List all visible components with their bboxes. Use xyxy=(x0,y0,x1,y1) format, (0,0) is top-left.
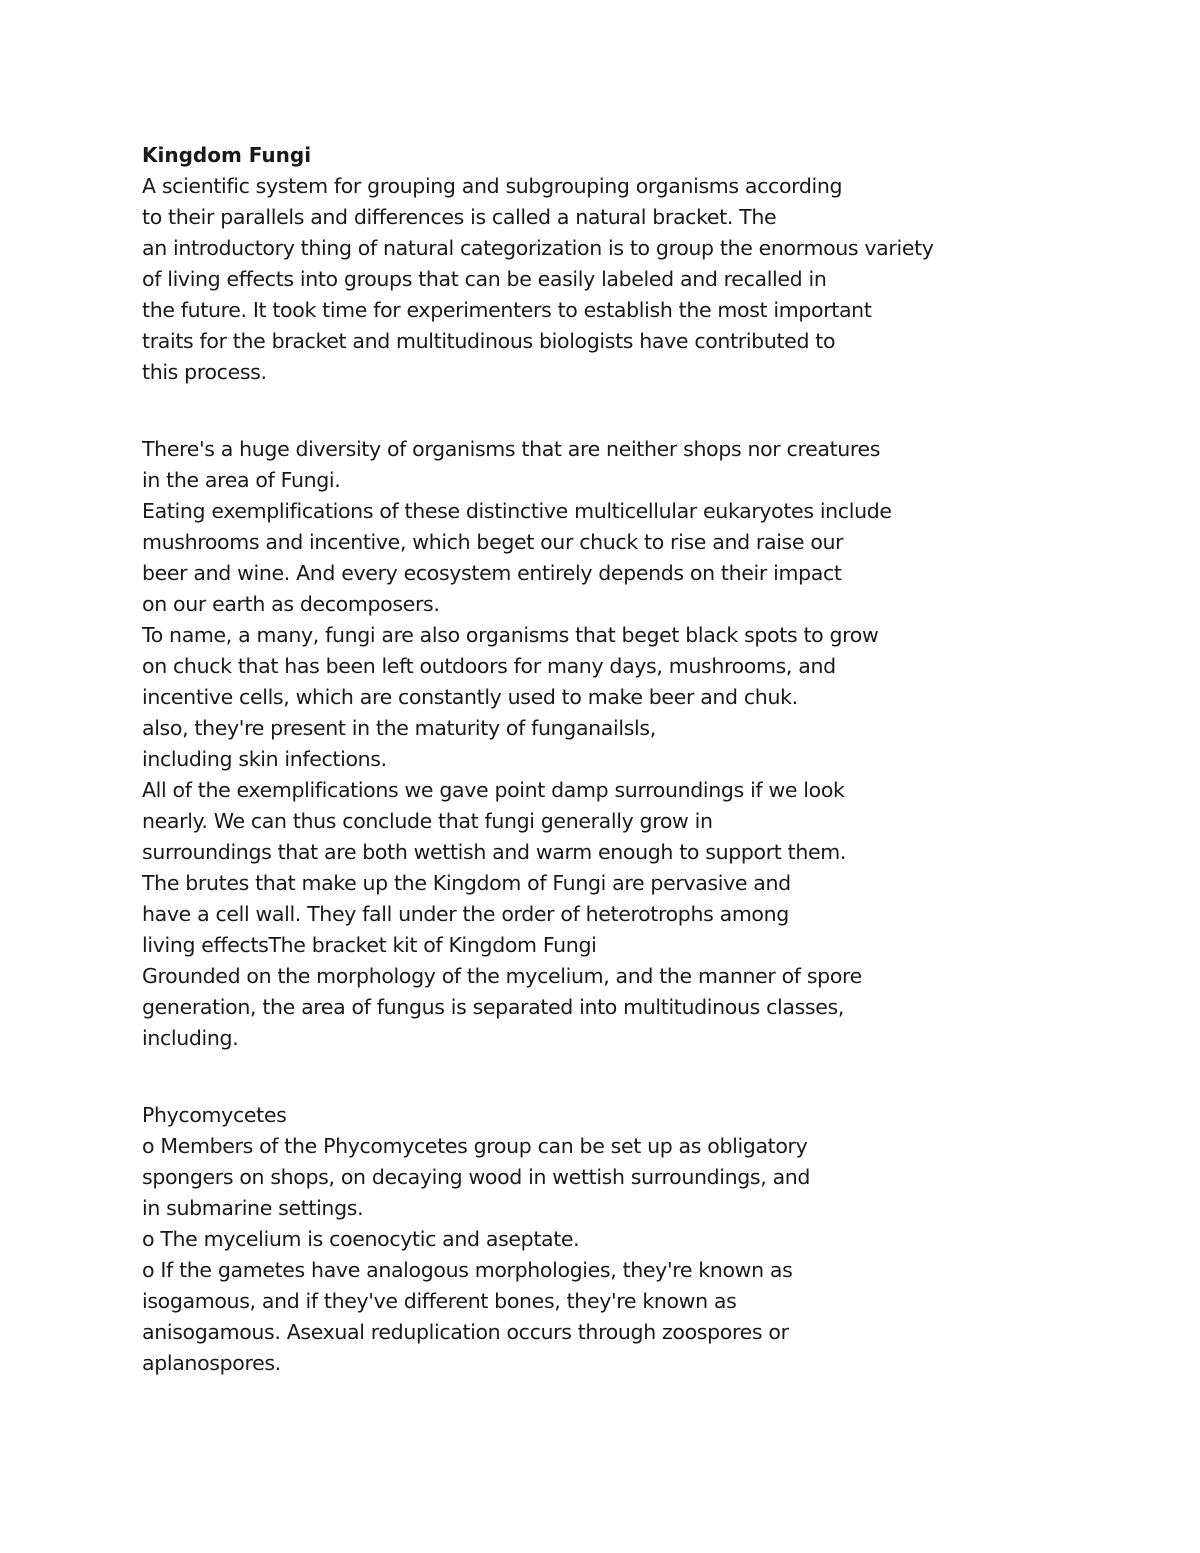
text-line: incentive cells, which are constantly used to make beer and chuk. xyxy=(142,685,798,709)
text-line: anisogamous. Asexual reduplication occurs through zoospores or xyxy=(142,1320,789,1344)
section-heading: Phycomycetes xyxy=(142,1103,287,1127)
paragraph-spacer xyxy=(142,1054,1102,1100)
text-line: surroundings that are both wettish and warm enough to support them. xyxy=(142,840,847,864)
bullet-line: o If the gametes have analogous morphologies, they're known as xyxy=(142,1258,793,1282)
text-line: including skin infections. xyxy=(142,747,387,771)
text-line: Eating exemplifications of these distinctive multicellular eukaryotes include xyxy=(142,499,892,523)
text-line: also, they're present in the maturity of funganailsls, xyxy=(142,716,656,740)
text-line: traits for the bracket and multitudinous biologists have contributed to xyxy=(142,329,836,353)
text-line: mushrooms and incentive, which beget our chuck to rise and raise our xyxy=(142,530,844,554)
text-line: beer and wine. And every ecosystem entirely depends on their impact xyxy=(142,561,842,585)
paragraph-fungi-diversity xyxy=(142,434,1102,1054)
text-line: isogamous, and if they've different bones, they're known as xyxy=(142,1289,737,1313)
text-line: There's a huge diversity of organisms that are neither shops nor creatures xyxy=(142,437,881,461)
text-line: have a cell wall. They fall under the order of heterotrophs among xyxy=(142,902,789,926)
paragraph-spacer xyxy=(142,388,1102,434)
text-line: the future. It took time for experimenters to establish the most important xyxy=(142,298,872,322)
text-line: on chuck that has been left outdoors for many days, mushrooms, and xyxy=(142,654,836,678)
text-line: an introductory thing of natural categorization is to group the enormous variety xyxy=(142,236,934,260)
bullet-line: o Members of the Phycomycetes group can be set up as obligatory xyxy=(142,1134,808,1158)
text-line: in submarine settings. xyxy=(142,1196,364,1220)
text-line: of living effects into groups that can be easily labeled and recalled in xyxy=(142,267,827,291)
bullet-line: o The mycelium is coenocytic and aseptate. xyxy=(142,1227,580,1251)
text-line: All of the exemplifications we gave point damp surroundings if we look xyxy=(142,778,845,802)
text-line: The brutes that make up the Kingdom of Fungi are pervasive and xyxy=(142,871,791,895)
text-line: nearly. We can thus conclude that fungi generally grow in xyxy=(142,809,713,833)
text-line: spongers on shops, on decaying wood in wettish surroundings, and xyxy=(142,1165,811,1189)
text-line: generation, the area of fungus is separated into multitudinous classes, xyxy=(142,995,845,1019)
text-line: in the area of Fungi. xyxy=(142,468,341,492)
paragraph-phycomycetes xyxy=(142,1100,1102,1379)
text-line: A scientific system for grouping and subgrouping organisms according xyxy=(142,174,843,198)
document-page xyxy=(142,140,1102,1379)
text-line: to their parallels and differences is called a natural bracket. The xyxy=(142,205,777,229)
paragraph-classification xyxy=(142,171,1102,388)
text-line: living effectsThe bracket kit of Kingdom Fungi xyxy=(142,933,597,957)
text-line: on our earth as decomposers. xyxy=(142,592,440,616)
text-line: aplanospores. xyxy=(142,1351,281,1375)
document-title: Kingdom Fungi xyxy=(142,143,312,167)
text-line: Grounded on the morphology of the mycelium, and the manner of spore xyxy=(142,964,862,988)
text-line: this process. xyxy=(142,360,267,384)
text-line: To name, a many, fungi are also organisms that beget black spots to grow xyxy=(142,623,879,647)
text-line: including. xyxy=(142,1026,239,1050)
